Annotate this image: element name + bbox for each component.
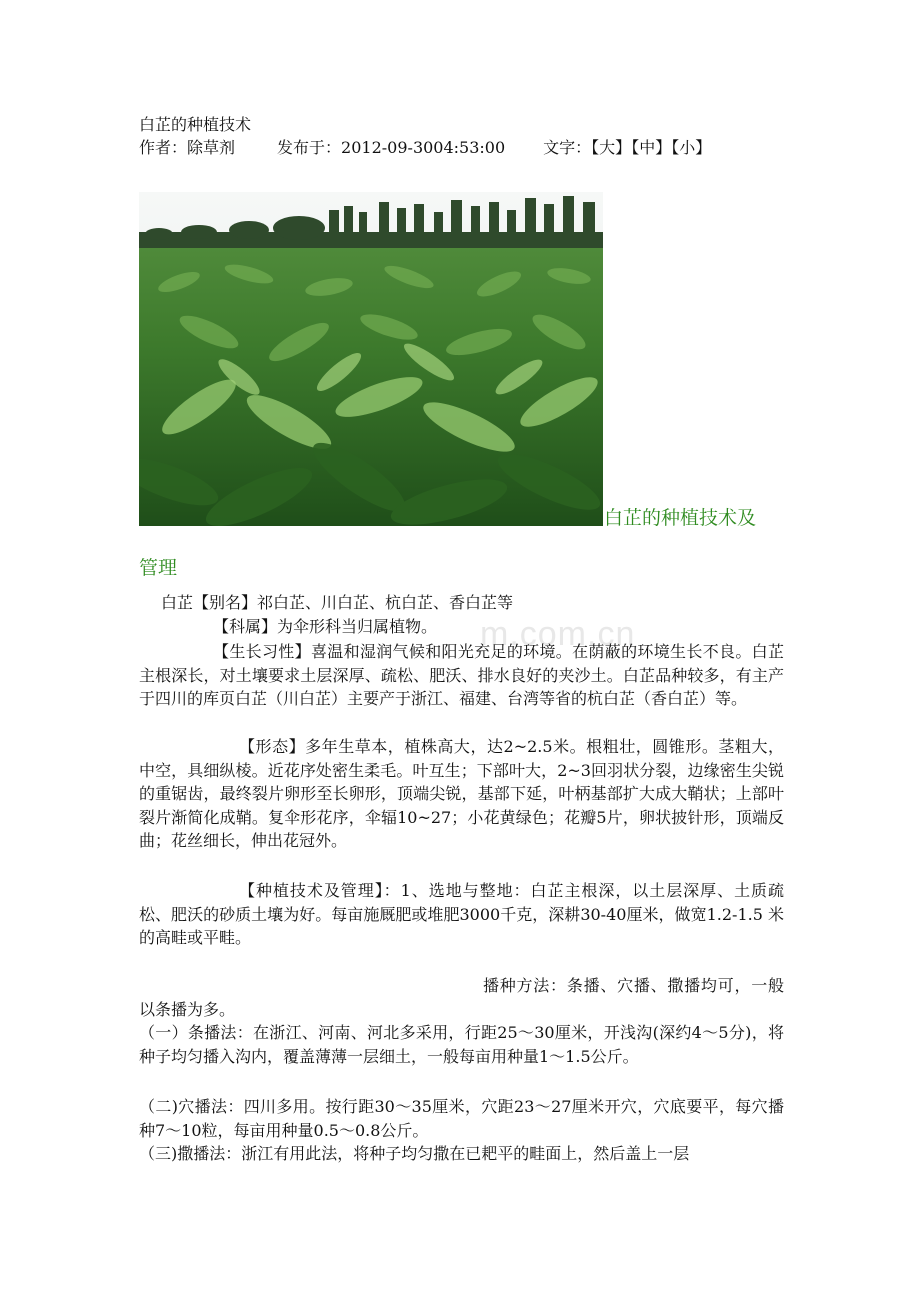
angelica-field-photo bbox=[139, 192, 603, 526]
family-line: 【科属】为伞形科当归属植物。 bbox=[213, 617, 438, 636]
hole-sowing-paragraph: （二)穴播法：四川多用。按行距30～35厘米，穴距23～27厘米开穴，穴底要平，每穴播种7～10粒，每亩用种量0.5～0.8公斤。 bbox=[139, 1097, 784, 1140]
planting-paragraph: 【种植技术及管理】：1、选地与整地：白芷主根深，以土层深厚、土质疏松、肥沃的砂质土壤为好。每亩施厩肥或堆肥3000千克，深耕30-40厘米，做宽1.2-1.5 米的高畦或平畦。 bbox=[139, 881, 784, 947]
article-title: 白芷的种植技术 bbox=[139, 115, 252, 134]
figure-caption-part1: 白芷的种植技术及 bbox=[604, 507, 757, 529]
author-name: 除草剂 bbox=[187, 138, 236, 157]
alias-line: 白芷【别名】祁白芷、川白芷、杭白芷、香白芷等 bbox=[161, 593, 514, 612]
article-meta bbox=[139, 137, 711, 159]
watermark-text: m.com.cn bbox=[480, 615, 636, 653]
font-size-large-link[interactable]: 【大】 bbox=[591, 138, 632, 157]
author-label: 作者： bbox=[139, 138, 188, 157]
published-date: 2012-09-3004:53:00 bbox=[341, 138, 506, 157]
morphology-paragraph: 【形态】多年生草本，植株高大，达2~2.5米。根粗壮，圆锥形。茎粗大，中空，具细纵棱。近花序处密生柔毛。叶互生；下部叶大，2~3回羽状分裂，边缘密生尖锐的重锯齿，最终裂片卵形至长卵形，顶端尖锐，基部下延，叶柄基部扩大成大鞘状；上部叶裂片渐简化成鞘。复伞形花序，伞辐10~27；小花黄绿色；花瓣5片，卵状披针形，顶端反曲；花丝细长，伸出花冠外。 bbox=[139, 737, 784, 850]
row-sowing-paragraph: （一）条播法：在浙江、河南、河北多采用，行距25～30厘米，开浅沟(深约4～5分)，将种子均匀播入沟内，覆盖薄薄一层细土，一般每亩用种量1～1.5公斤。 bbox=[139, 1023, 784, 1066]
figure-caption-part2: 管理 bbox=[139, 557, 178, 579]
growth-habit-paragraph: 【生长习性】喜温和湿润气候和阳光充足的环境。在荫蔽的环境生长不良。白芷主根深长，对土壤要求土层深厚、疏松、肥沃、排水良好的夹沙土。白芷品种较多，有主产于四川的库页白芷（川白芷）主要产于浙江、福建、台湾等省的杭白芷（香白芷）等。 bbox=[139, 642, 784, 708]
font-size-medium-link[interactable]: 【中】 bbox=[631, 138, 672, 157]
published-label: 发布于： bbox=[277, 138, 342, 157]
font-size-label: 文字： bbox=[543, 138, 592, 157]
font-size-small-link[interactable]: 【小】 bbox=[671, 138, 712, 157]
broadcast-sowing-paragraph: （三)撒播法：浙江有用此法，将种子均匀撒在已耙平的畦面上，然后盖上一层 bbox=[139, 1144, 690, 1163]
sowing-paragraph: 播种方法：条播、穴播、撒播均可，一般以条播为多。 bbox=[139, 976, 784, 1019]
